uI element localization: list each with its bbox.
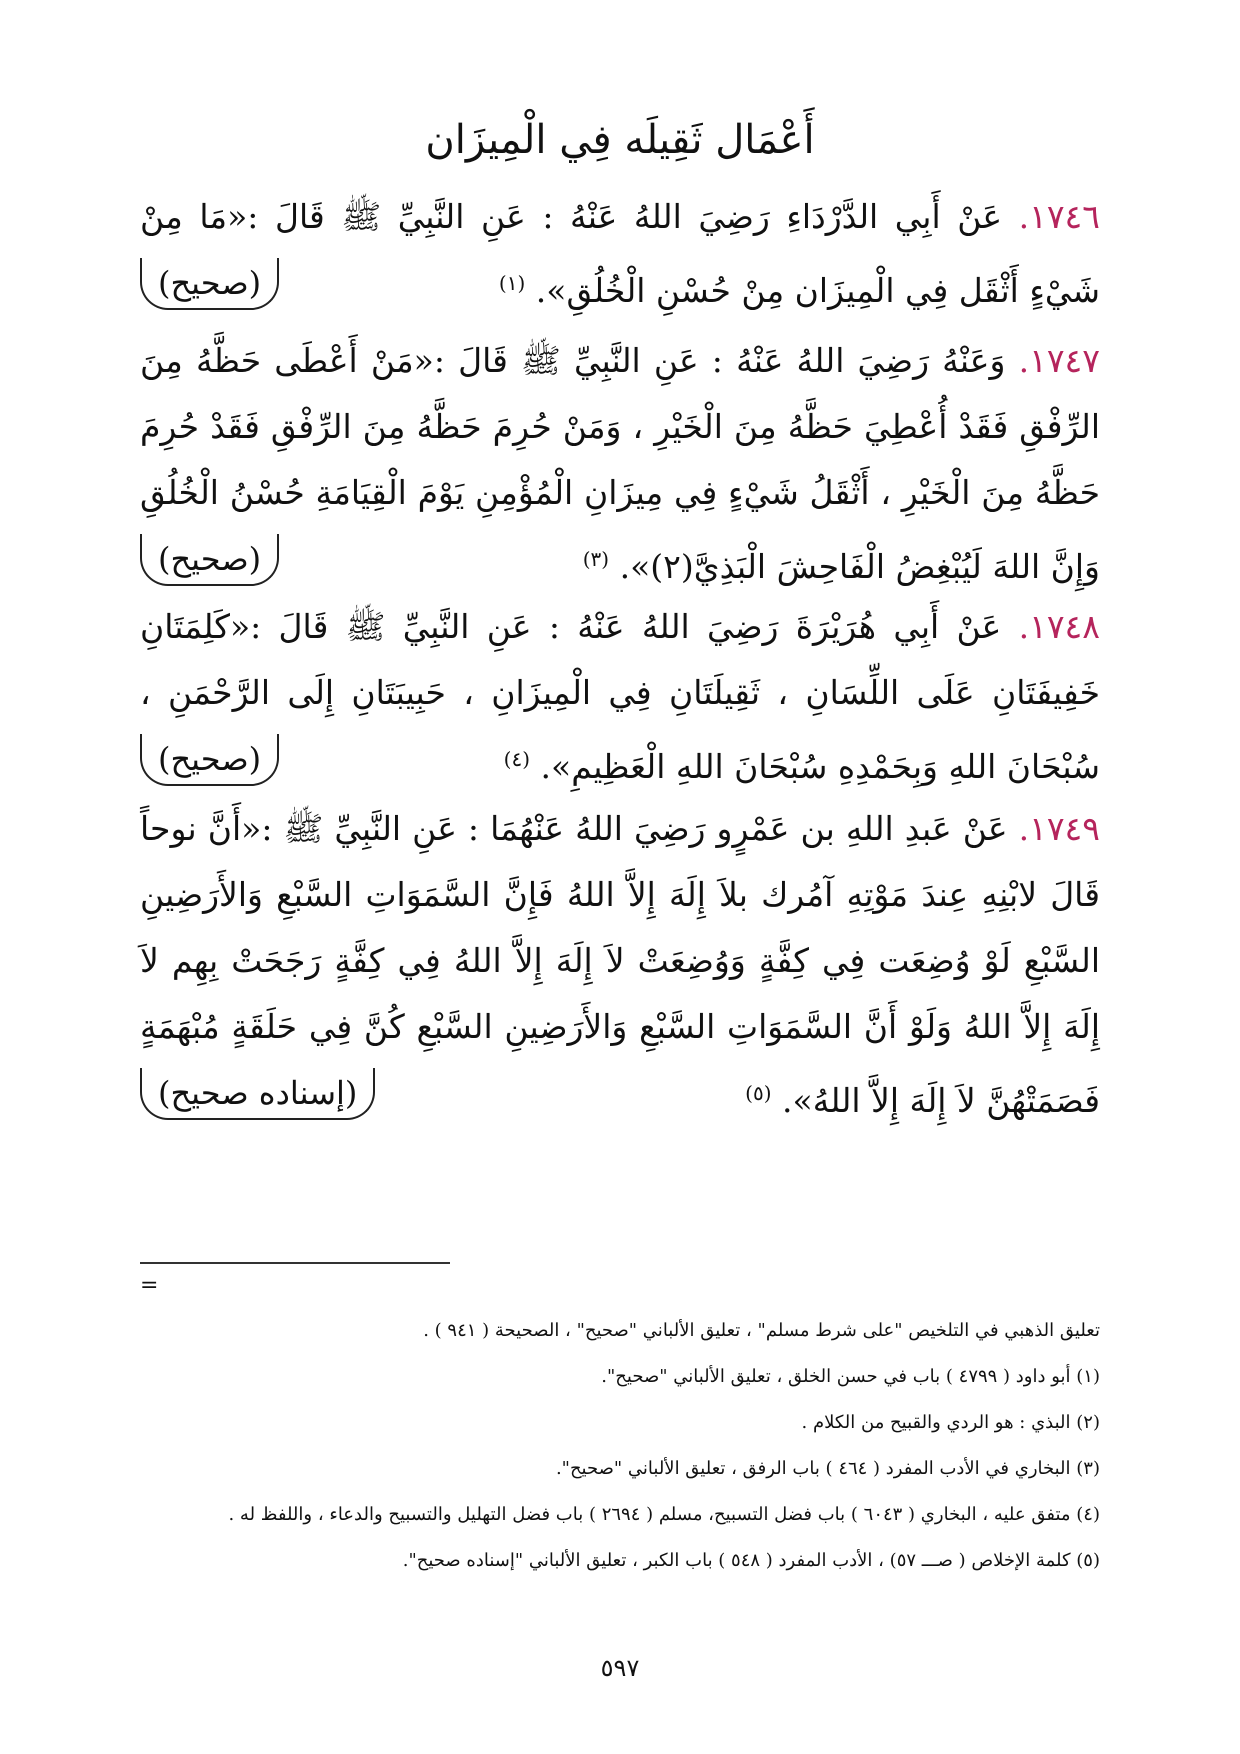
footnote-line: (٣) البخاري في الأدب المفرد ( ٤٦٤ ) باب الرفق ، تعليق الألباني "صحيح".	[555, 1458, 1100, 1479]
footnote-ref: (١)	[498, 271, 526, 295]
hadith-text: عَنْ أَبِي الدَّرْدَاءِ رَضِيَ اللهُ عَنْهُ : عَنِ النَّبِيِّ ﷺ قَالَ :«مَا مِنْ شَيْءٍ أَثْقَل فِي الْمِيزَان مِنْ حُسْنِ الْخُلُقِ».	[140, 197, 1100, 310]
hadith-number: ١٧٤٨.	[1018, 607, 1100, 646]
footnote-line: (١) أبو داود ( ٤٧٩٩ ) باب في حسن الخلق ، تعليق الألباني "صحيح".	[601, 1366, 1100, 1387]
footnote-line: (٥) كلمة الإخلاص ( صـــ ٥٧) ، الأدب المفرد ( ٥٤٨ ) باب الكبر ، تعليق الألباني "إسناده صحيح".	[402, 1550, 1100, 1571]
grade-badge: (صحيح)	[140, 734, 279, 786]
hadith-1747	[140, 328, 1100, 600]
hadith-number: ١٧٤٧.	[1018, 341, 1100, 380]
hadith-1748	[140, 594, 1100, 800]
footnote-ref: (٤)	[503, 747, 531, 771]
footnote-continuation-mark: =	[140, 1273, 159, 1298]
footnote-line: (٤) متفق عليه ، البخاري ( ٦٠٤٣ ) باب فضل التسبيح، مسلم ( ٢٦٩٤ ) باب فضل التهليل والتسبيح والدعاء ، واللفظ له .	[228, 1504, 1100, 1525]
hadith-1749	[140, 796, 1100, 1134]
hadith-text: وَعَنْهُ رَضِيَ اللهُ عَنْهُ : عَنِ النَّبِيِّ ﷺ قَالَ :«مَنْ أَعْطَى حَظَّهُ مِنَ الرِّفْقِ فَقَدْ أُعْطِيَ حَظَّهُ مِنَ الْخَيْرِ ، وَمَنْ حُرِمَ حَظَّهُ مِنَ الرِّفْقِ فَقَدْ حُرِمَ حَظَّهُ مِنَ الْخَيْرِ ، أَثْقَلُ شَيْءٍ فِي مِيزَانِ الْمُؤْمِنِ يَوْمَ الْقِيَامَةِ حُسْنُ الْخُلُقِ وَإِنَّ اللهَ لَيُبْغِضُ الْفَاحِشَ الْبَذِيَّ(٢)».	[140, 341, 1100, 586]
footnote-ref: (٥)	[745, 1081, 772, 1105]
grade-badge: (صحيح)	[140, 534, 279, 586]
grade-badge: (صحيح)	[140, 258, 279, 310]
hadith-1746	[140, 184, 1100, 324]
hadith-number: ١٧٤٦.	[1018, 197, 1100, 236]
footnote-line: (٢) البذي : هو الردي والقبيح من الكلام .	[801, 1412, 1100, 1433]
page-title: أَعْمَال ثَقِيلَه فِي الْمِيزَان	[425, 117, 815, 163]
hadith-text: عَنْ أَبِي هُرَيْرَةَ رَضِيَ اللهُ عَنْهُ : عَنِ النَّبِيِّ ﷺ قَالَ :«كَلِمَتَانِ خَفِيفَتَانِ عَلَى اللِّسَانِ ، ثَقِيلَتَانِ فِي الْمِيزَانِ ، حَبِيبَتَانِ إِلَى الرَّحْمَنِ ، سُبْحَانَ اللهِ وَبِحَمْدِهِ سُبْحَانَ اللهِ الْعَظِيمِ».	[140, 607, 1100, 786]
footnote-line: تعليق الذهبي في التلخيص "على شرط مسلم" ، تعليق الألباني "صحيح" ، الصحيحة ( ٩٤١ ) .	[423, 1320, 1100, 1341]
footnote-ref: (٣)	[582, 547, 610, 571]
grade-badge: (إسناده صحيح)	[140, 1068, 375, 1120]
footnote-divider	[140, 1262, 450, 1264]
hadith-text: عَنْ عَبدِ اللهِ بن عَمْرٍو رَضِيَ اللهُ عَنْهُمَا : عَنِ النَّبِيِّ ﷺ :«أَنَّ نوحاً قَالَ لابْنِهِ عِندَ مَوْتِهِ آمُرك بلاَ إِلَهَ إِلاَّ اللهُ فَإِنَّ السَّمَوَاتِ السَّبْعِ وَالأَرَضِينِ السَّبْعِ لَوْ وُضِعَت فِي كِفَّةٍ وَوُضِعَتْ لاَ إِلَهَ إِلاَّ اللهُ فِي كِفَّةٍ رَجَحَتْ بِهِم لاَ إِلَهَ إِلاَّ اللهُ وَلَوْ أَنَّ السَّمَوَاتِ السَّبْعِ وَالأَرَضِينِ السَّبْعِ كُنَّ فِي حَلَقَةٍ مُبْهَمَةٍ فَصَمَتْهُنَّ لاَ إِلَهَ إِلاَّ اللهُ».	[140, 809, 1100, 1120]
page-number: ٥٩٧	[600, 1654, 640, 1682]
hadith-number: ١٧٤٩.	[1018, 809, 1100, 848]
